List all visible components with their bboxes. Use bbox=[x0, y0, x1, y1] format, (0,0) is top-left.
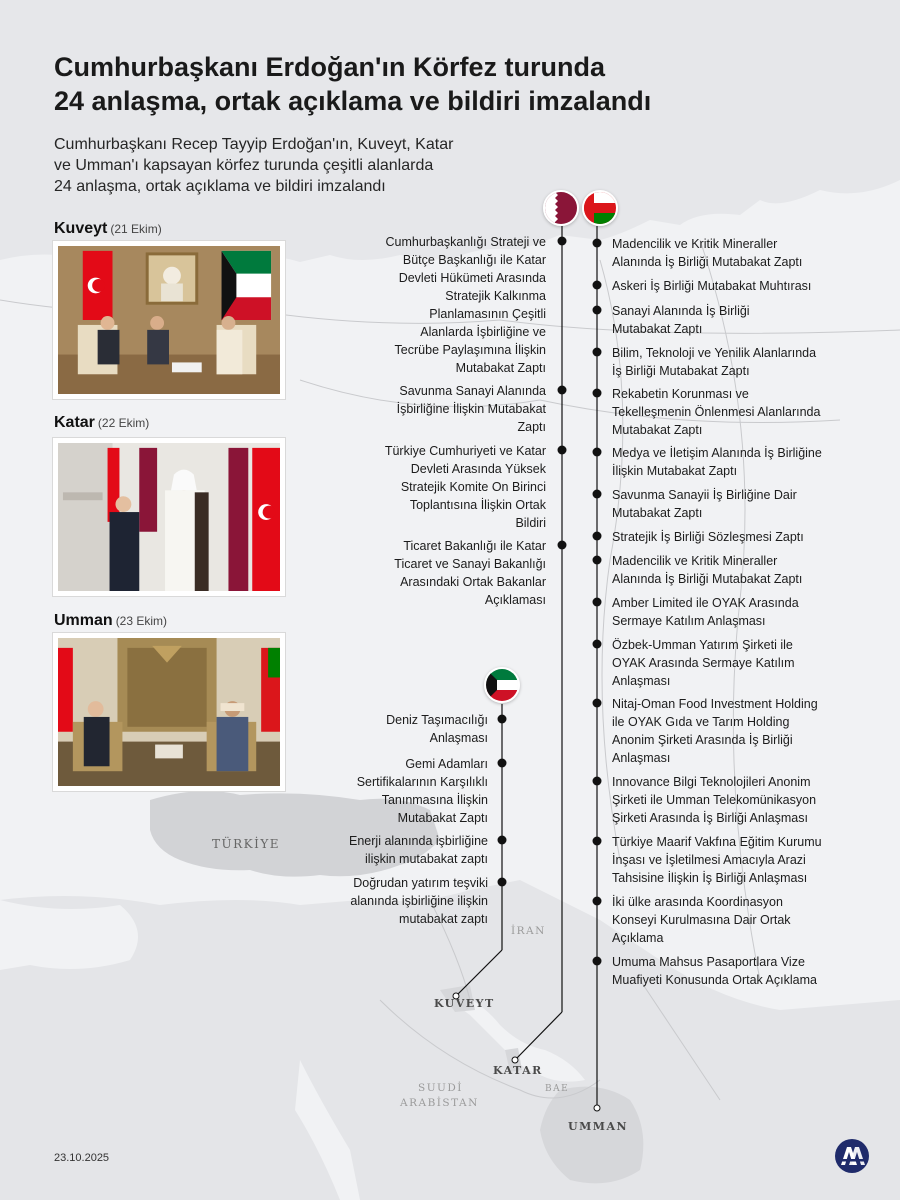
agreement-line: Cumhurbaşkanlığı Strateji ve bbox=[385, 235, 546, 249]
map-label-kuveyt: KUVEYT bbox=[434, 997, 495, 1010]
agreement-line: Tecrübe Paylaşımına İlişkin bbox=[394, 343, 546, 357]
agreement-line: İşbirliğine İlişkin Mutabakat bbox=[396, 402, 546, 416]
oman-agreement-item bbox=[612, 235, 862, 271]
agreement-line: Mutabakat Zaptı bbox=[455, 361, 546, 375]
agreement-line: İnşası ve İşletilmesi Amacıyla Arazi bbox=[612, 853, 806, 867]
agreement-line: İlişkin Mutabakat Zaptı bbox=[612, 464, 738, 478]
visit-oman-country: Umman bbox=[54, 612, 113, 629]
agreement-line: İki ülke arasında Koordinasyon bbox=[612, 895, 783, 909]
qatar-agreement-item bbox=[346, 233, 546, 377]
publish-date: 23.10.2025 bbox=[54, 1152, 110, 1164]
page-subtitle-line-3: 24 anlaşma, ortak açıklama ve bildiri imzalandı bbox=[54, 178, 386, 195]
agreement-line: Stratejik Komite On Birinci bbox=[400, 480, 546, 494]
visit-kuwait-country: Kuveyt bbox=[54, 220, 108, 237]
page-subtitle-line-1: Cumhurbaşkanı Recep Tayyip Erdoğan'ın, Kuveyt, Katar bbox=[54, 136, 454, 153]
page-subtitle-line-2: ve Umman'ı kapsayan körfez turunda çeşitli alanlarda bbox=[54, 157, 434, 174]
oman-agreement-item bbox=[612, 444, 862, 480]
agreement-line: Tekelleşmenin Önlenmesi Alanlarında bbox=[612, 405, 821, 419]
agreement-line: Türkiye Cumhuriyeti ve Katar bbox=[384, 444, 546, 458]
oman-agreement-item bbox=[612, 594, 862, 630]
map-label-umman: UMMAN bbox=[568, 1120, 629, 1133]
agreement-line: Anlaşması bbox=[612, 674, 671, 688]
agreement-line: Zaptı bbox=[517, 420, 546, 434]
agreement-line: Umuma Mahsus Pasaportlara Vize bbox=[612, 955, 805, 969]
aa-logo-icon bbox=[834, 1138, 870, 1174]
visit-qatar-date: (22 Ekim) bbox=[97, 416, 150, 430]
agreement-line: Rekabetin Korunması ve bbox=[612, 387, 749, 401]
agreement-line: Nitaj-Oman Food Investment Holding bbox=[612, 697, 818, 711]
agreement-line: Toplantısına İlişkin Ortak bbox=[409, 498, 546, 512]
oman-map-marker bbox=[594, 1105, 600, 1111]
map-label-suudi-1: SUUDİ bbox=[418, 1082, 463, 1094]
map-label-turkiye: TÜRKİYE bbox=[212, 837, 281, 851]
agreement-line: Bildiri bbox=[515, 516, 546, 530]
qatar-agreement-item bbox=[346, 382, 546, 436]
agreement-line: Medya ve İletişim Alanında İş Birliğine bbox=[612, 446, 822, 460]
agreement-line: Stratejik Kalkınma bbox=[445, 289, 546, 303]
agreement-line: Savunma Sanayi Alanında bbox=[399, 384, 546, 398]
agreement-line: Sermaye Katılım Anlaşması bbox=[612, 614, 766, 628]
oman-agreement-item bbox=[612, 773, 862, 827]
qatar-agreement-item bbox=[346, 537, 546, 609]
agreement-line: Şirketi Arasında İş Birliği Anlaşması bbox=[612, 811, 808, 825]
oman-agreement-item bbox=[612, 833, 862, 887]
oman-agreement-item bbox=[612, 636, 862, 690]
map-label-iran: İRAN bbox=[511, 925, 546, 937]
agreement-line: Doğrudan yatırım teşviki bbox=[353, 876, 488, 890]
agreement-line: OYAK Arasında Sermaye Katılım bbox=[612, 656, 795, 670]
agreement-line: Planlamasının Çeşitli bbox=[429, 307, 546, 321]
agreement-line: Muafiyeti Konusunda Ortak Açıklama bbox=[612, 973, 817, 987]
agreement-line: Anlaşması bbox=[429, 731, 488, 745]
kuwait-agreement-item bbox=[288, 755, 488, 827]
agreement-line: Ticaret Bakanlığı ile Katar bbox=[403, 539, 546, 553]
agreement-line: Açıklama bbox=[612, 931, 664, 945]
agreement-line: Enerji alanında işbirliğine bbox=[349, 834, 488, 848]
agreement-line: Konseyi Kurulmasına Dair Ortak bbox=[612, 913, 791, 927]
agreement-line: Ticaret ve Sanayi Bakanlığı bbox=[394, 557, 546, 571]
kuwait-agreement-item bbox=[288, 874, 488, 928]
agreement-line: Bilim, Teknoloji ve Yenilik Alanlarında bbox=[612, 346, 817, 360]
page-title-line-1: Cumhurbaşkanı Erdoğan'ın Körfez turunda bbox=[54, 52, 605, 82]
qatar-timeline-connector bbox=[515, 1012, 562, 1060]
oman-agreement-item bbox=[612, 953, 862, 989]
agreement-line: Açıklaması bbox=[484, 593, 546, 607]
agreement-line: Mutabakat Zaptı bbox=[612, 322, 703, 336]
kuwait-timeline-connector bbox=[456, 950, 502, 996]
oman-agreement-item bbox=[612, 344, 862, 380]
agreement-line: Madencilik ve Kritik Mineraller bbox=[612, 237, 778, 251]
agreement-line: Anonim Şirketi Arasında İş Birliği bbox=[612, 733, 793, 747]
agreement-line: Sertifikalarının Karşılıklı bbox=[356, 775, 488, 789]
agreement-line: Deniz Taşımacılığı bbox=[386, 713, 488, 727]
agreement-line: Alanlarda İşbirliğine ve bbox=[420, 325, 546, 339]
agreement-line: ile OYAK Gıda ve Tarım Holding bbox=[612, 715, 790, 729]
page-title-line-2: 24 anlaşma, ortak açıklama ve bildiri imzalandı bbox=[54, 86, 652, 116]
agreement-line: Mutabakat Zaptı bbox=[397, 811, 488, 825]
agreement-line: Tahsisine İlişkin İş Birliği Anlaşması bbox=[612, 871, 808, 885]
oman-agreement-item bbox=[612, 528, 862, 546]
agreement-line: Alanında İş Birliği Mutabakat Zaptı bbox=[612, 255, 803, 269]
agreement-line: Özbek-Umman Yatırım Şirketi ile bbox=[612, 638, 793, 652]
oman-agreement-item bbox=[612, 695, 862, 767]
visit-kuwait-date: (21 Ekim) bbox=[110, 222, 162, 236]
kuwait-agreement-item bbox=[288, 832, 488, 868]
agreement-line: Stratejik İş Birliği Sözleşmesi Zaptı bbox=[612, 530, 804, 544]
kuwait-agreement-item bbox=[288, 711, 488, 747]
qatar-agreement-item bbox=[346, 442, 546, 532]
map-label-katar: KATAR bbox=[493, 1064, 543, 1077]
agreement-line: alanında işbirliğine ilişkin bbox=[350, 894, 488, 908]
map-label-bae: BAE bbox=[545, 1084, 570, 1094]
agreement-line: Alanında İş Birliği Mutabakat Zaptı bbox=[612, 572, 803, 586]
agreement-line: İş Birliği Mutabakat Zaptı bbox=[612, 364, 750, 378]
oman-agreement-item bbox=[612, 486, 862, 522]
oman-agreement-item bbox=[612, 893, 862, 947]
visit-qatar-country: Katar bbox=[54, 414, 95, 431]
agreement-line: Savunma Sanayii İş Birliğine Dair bbox=[612, 488, 797, 502]
agreement-line: Devleti Hükümeti Arasında bbox=[398, 271, 546, 285]
agreement-line: Türkiye Maarif Vakfına Eğitim Kurumu bbox=[612, 835, 822, 849]
agreement-line: Askeri İş Birliği Mutabakat Muhtırası bbox=[612, 279, 812, 293]
agreement-line: ilişkin mutabakat zaptı bbox=[365, 852, 488, 866]
oman-agreement-item bbox=[612, 552, 862, 588]
agreement-line: Devleti Arasında Yüksek bbox=[410, 462, 546, 476]
map-label-suudi-2: ARABİSTAN bbox=[400, 1097, 479, 1109]
agreement-line: Amber Limited ile OYAK Arasında bbox=[612, 596, 799, 610]
agreement-line: Innovance Bilgi Teknolojileri Anonim bbox=[612, 775, 811, 789]
qatar-map-marker bbox=[512, 1057, 518, 1063]
agreement-line: Tanınmasına İlişkin bbox=[381, 793, 488, 807]
agreement-line: Anlaşması bbox=[612, 751, 671, 765]
visit-oman-date: (23 Ekim) bbox=[115, 614, 168, 628]
agreement-line: Bütçe Başkanlığı ile Katar bbox=[402, 253, 546, 267]
agreement-line: Madencilik ve Kritik Mineraller bbox=[612, 554, 778, 568]
agreement-line: Sanayi Alanında İş Birliği bbox=[612, 304, 750, 318]
agreement-line: mutabakat zaptı bbox=[399, 912, 488, 926]
oman-agreement-item bbox=[612, 277, 862, 295]
agreement-line: Mutabakat Zaptı bbox=[612, 506, 703, 520]
oman-agreement-item bbox=[612, 302, 862, 338]
agreement-line: Gemi Adamları bbox=[405, 757, 488, 771]
agreement-line: Mutabakat Zaptı bbox=[612, 423, 703, 437]
oman-agreement-item bbox=[612, 385, 862, 439]
agreement-line: Şirketi ile Umman Telekomünikasyon bbox=[612, 793, 817, 807]
agreement-line: Arasındaki Ortak Bakanlar bbox=[400, 575, 546, 589]
